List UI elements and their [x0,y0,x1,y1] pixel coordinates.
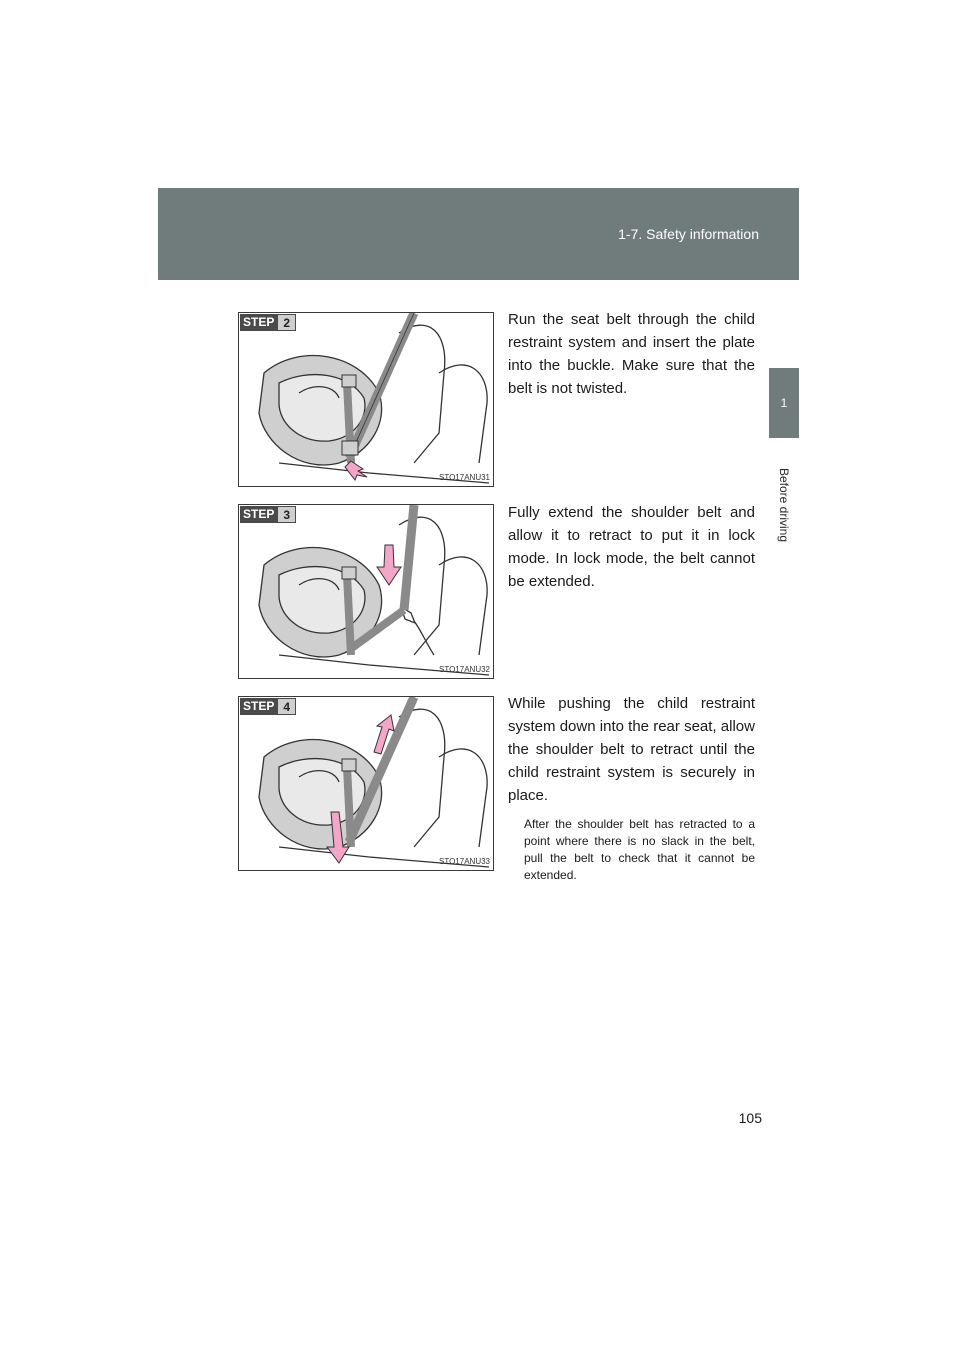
step-4-note: After the shoulder belt has retracted to a point where there is no slack in the belt, pull the belt to check that it cannot be extended. [524,817,755,882]
step-word: STEP [240,506,277,523]
child-seat-illustration-step-3 [239,505,493,678]
step-badge [240,698,296,715]
step-number: 2 [277,314,296,331]
child-seat-illustration-step-4 [239,697,493,870]
step-word: STEP [240,314,277,331]
step-number: 3 [277,506,296,523]
step-badge [240,506,296,523]
figure-code: STO17ANU31 [439,473,490,482]
figure-code: STO17ANU33 [439,857,490,866]
child-seat-illustration-step-2 [239,313,493,486]
chapter-label-text: Before driving [777,467,792,543]
chapter-number: 1 [780,396,788,410]
page-header [158,188,799,280]
figure-step-3 [238,504,494,679]
step-badge [240,314,296,331]
figure-step-4 [238,696,494,871]
figure-step-2 [238,312,494,487]
section-title: 1-7. Safety information [618,226,759,242]
step-3-text: Fully extend the shoulder belt and allow it to retract to put it in lock mode. In lock mode, the belt cannot be extended. [508,504,755,590]
step-2-text: Run the seat belt through the child restraint system and insert the plate into the buckle. Make sure that the belt is not twisted. [508,311,755,397]
page-number: 105 [738,1110,762,1126]
chapter-tab [769,368,799,438]
chapter-label [769,450,799,560]
figure-code: STO17ANU32 [439,665,490,674]
step-number: 4 [277,698,296,715]
step-word: STEP [240,698,277,715]
step-4-text: While pushing the child restraint system down into the rear seat, allow the shoulder belt to retract until the child restraint system is securely in place. [508,695,755,804]
